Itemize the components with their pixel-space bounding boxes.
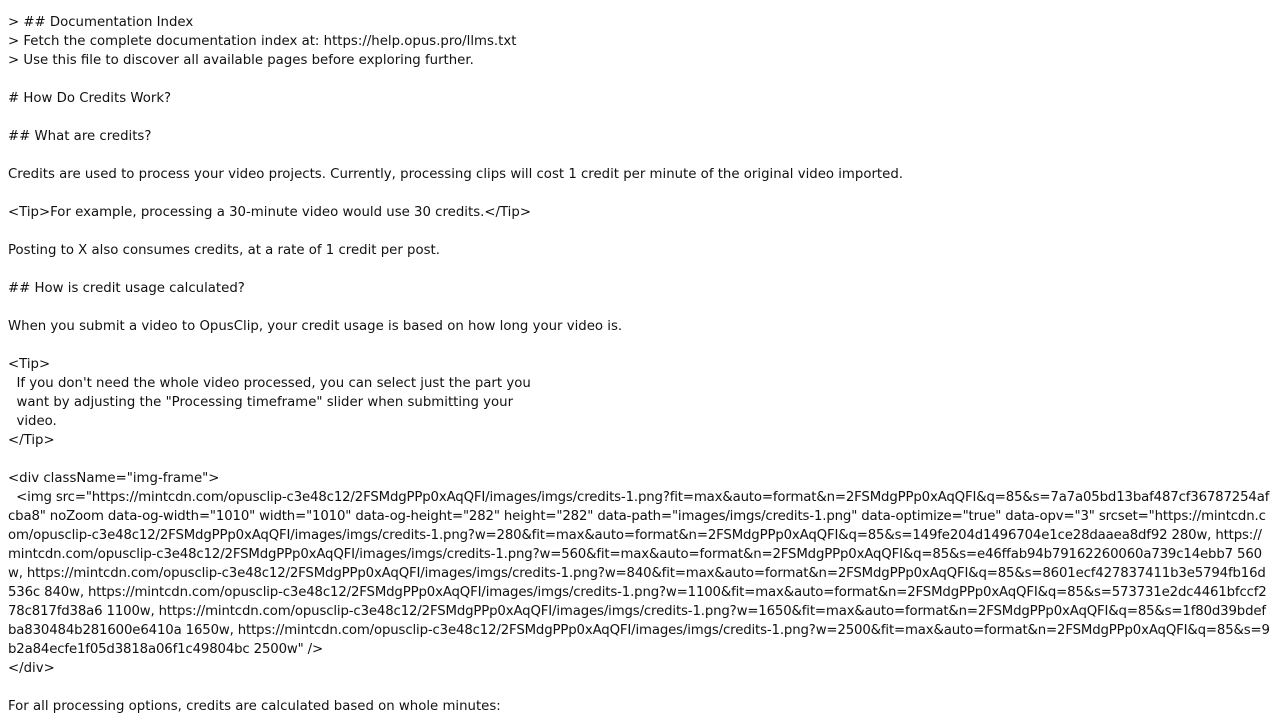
document-body [8, 13, 1272, 716]
processing-options-paragraph: For all processing options, credits are calculated based on whole minutes: [8, 699, 501, 714]
blank-line [8, 450, 1272, 469]
tip-example: <Tip>For example, processing a 30-minute video would use 30 credits.</Tip> [8, 205, 531, 220]
page-title: # How Do Credits Work? [8, 91, 172, 106]
blank-line [8, 222, 1272, 241]
posting-paragraph: Posting to X also consumes credits, at a rate of 1 credit per post. [8, 243, 440, 258]
blank-line [8, 70, 1272, 89]
blank-line [8, 678, 1272, 697]
index-heading: > ## Documentation Index [8, 15, 194, 30]
blank-line [8, 108, 1272, 127]
div-close-tag: </div> [8, 661, 55, 676]
blank-line [8, 184, 1272, 203]
section-heading-credit-usage: ## How is credit usage calculated? [8, 281, 245, 296]
index-use-line: > Use this file to discover all available pages before exploring further. [8, 53, 474, 68]
div-open-tag: <div className="img-frame"> [8, 471, 220, 486]
submit-paragraph: When you submit a video to OpusClip, your credit usage is based on how long your video is. [8, 319, 623, 334]
blank-line [8, 146, 1272, 165]
credits-paragraph: Credits are used to process your video projects. Currently, processing clips will cost 1 credit per minute of the original video imported. [8, 167, 903, 182]
blank-line [8, 298, 1272, 317]
img-tag-code: <img src="https://mintcdn.com/opusclip-c3e48c12/2FSMdgPPp0xAqQFI/images/imgs/credits-1.png?fit=max&auto=format&n=2FSMdgPPp0xAqQFI&q=85&s=7a7a05bd13baf487cf36787254afcba8" noZoom data-og-width="1010" width="1010" data-og-height="282" height="282" data-path="images/imgs/credits-1.png" data-optimize="true" data-opv="3" srcset="https://mintcdn.com/opusclip-c3e48c12/2FSMdgPPp0xAqQFI/images/imgs/credits-1.png?w=280&fit=max&auto=format&n=2FSMdgPPp0xAqQFI&q=85&s=149fe204d1496704e1ce28daaea8df92 280w, https://mintcdn.com/opusclip-c3e48c12/2FSMdgPPp0xAqQFI/images/imgs/credits-1.png?w=560&fit=max&auto=format&n=2FSMdgPPp0xAqQFI&q=85&s=e46ffab94b79162260060a739c14ebb7 560w, https://mintcdn.com/opusclip-c3e48c12/2FSMdgPPp0xAqQFI/images/imgs/credits-1.png?w=840&fit=max&auto=format&n=2FSMdgPPp0xAqQFI&q=85&s=8601ecf427837411b3e5794fb16d536c 840w, https://mintcdn.com/opusclip-c3e48c12/2FSMdgPPp0xAqQFI/images/imgs/credits-1.png?w=1100&fit=max&auto=format&n=2FSMdgPPp0xAqQFI&q=85&s=573731e2dc4461bfccf278c817fd38a6 1100w, https://mintcdn.com/opusclip-c3e48c12/2FSMdgPPp0xAqQFI/images/imgs/credits-1.png?w=1650&fit=max&auto=format&n=2FSMdgPPp0xAqQFI&q=85&s=1f80d39bdefba830484b281600e6410a 1650w, https://mintcdn.com/opusclip-c3e48c12/2FSMdgPPp0xAqQFI/images/imgs/credits-1.png?w=2500&fit=max&auto=format&n=2FSMdgPPp0xAqQFI&q=85&s=9b2a84ecfe1f05d3818a06f1c49804bc 2500w" /> [8, 490, 1270, 657]
tip-line-3: video. [8, 414, 57, 429]
tip-close-tag: </Tip> [8, 433, 55, 448]
section-heading-what-are-credits: ## What are credits? [8, 129, 152, 144]
tip-line-2: want by adjusting the "Processing timeframe" slider when submitting your [8, 395, 514, 410]
blank-line [8, 336, 1272, 355]
tip-line-1: If you don't need the whole video processed, you can select just the part you [8, 376, 531, 391]
tip-open-tag: <Tip> [8, 357, 51, 372]
index-fetch-line: > Fetch the complete documentation index at: https://help.opus.pro/llms.txt [8, 34, 517, 49]
blank-line [8, 260, 1272, 279]
